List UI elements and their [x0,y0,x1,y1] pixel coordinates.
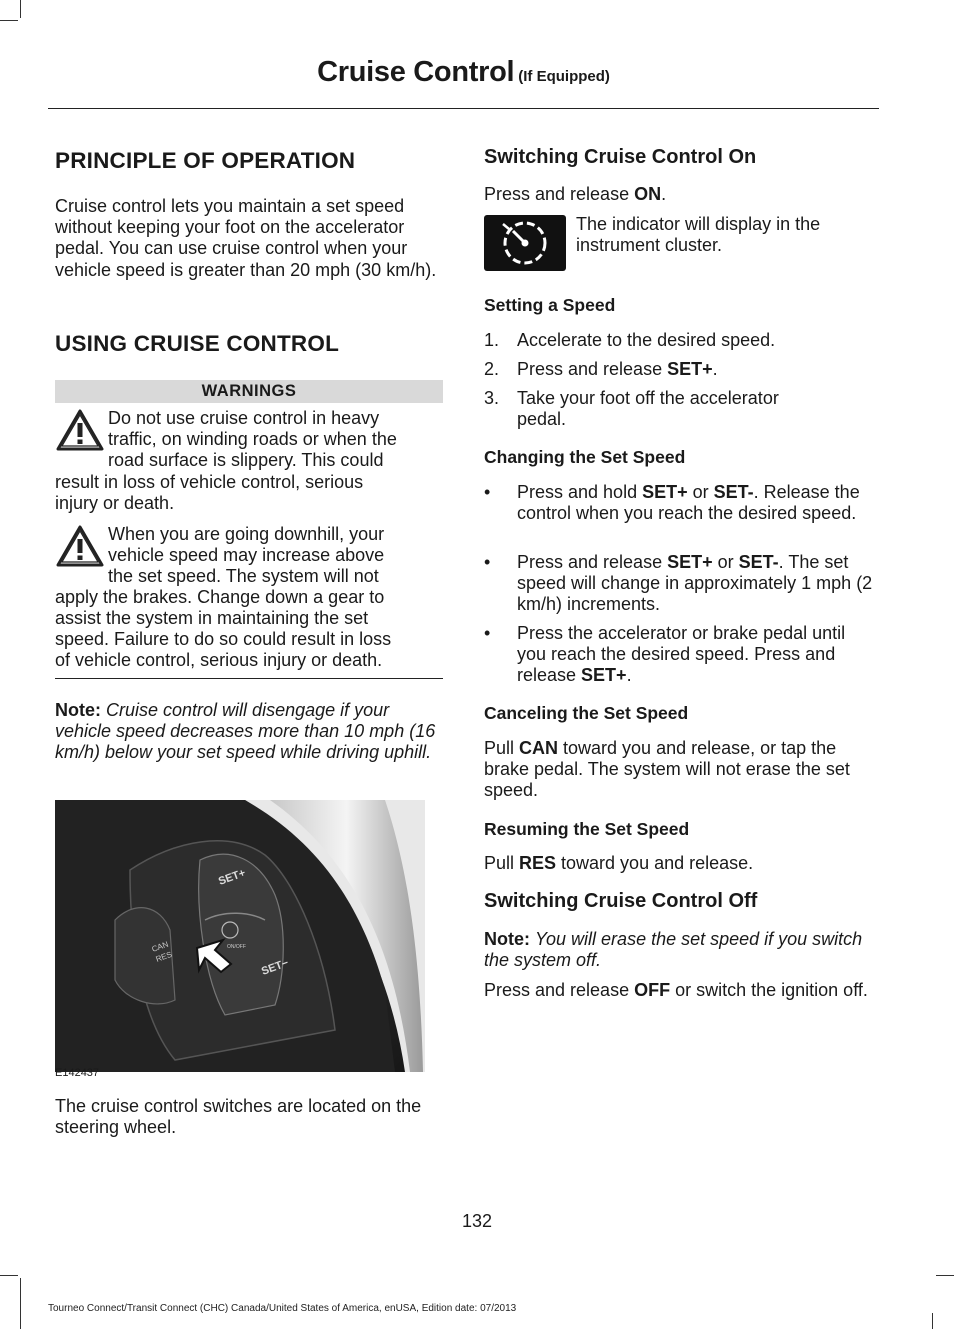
warning-1-line: injury or death. [55,493,175,513]
note-label: Note: [55,700,101,720]
warning-2-line: assist the system in maintaining the set [55,608,369,628]
list-item: • Press the accelerator or brake pedal until you reach the desired speed. Press and release SET+. [484,623,846,686]
resuming-text: Pull RES toward you and release. [484,853,754,873]
can-label: CAN [150,939,170,954]
warnings-bar: WARNINGS [55,380,443,403]
off-text: Press and release OFF or switch the ignition off. [484,980,868,1000]
canceling-heading: Canceling the Set Speed [484,703,689,723]
crop-mark [932,1313,933,1329]
bullet: • [484,552,491,572]
cruise-indicator-icon [484,215,566,271]
crop-mark [20,0,21,18]
warning-1-line: traffic, on winding roads or when the [108,429,397,449]
warnings-divider [55,678,443,679]
warning-1-line: road surface is slippery. This could [108,450,384,470]
page-title: Cruise Control [317,56,515,88]
crop-mark [936,1275,954,1276]
bullet: • [484,482,491,502]
list-text: Take your foot off the accelerator pedal. [517,388,779,430]
page-header [48,56,879,109]
footer-text: Tourneo Connect/Transit Connect (CHC) Canada/United States of America, enUSA, Edition date: 07/2013 [48,1303,517,1314]
cruise-switch-image [55,800,425,1072]
list-item: • Press and release SET+ or SET-. The set speed will change in approximately 1 mph (2 km/h) increments. [484,552,873,615]
list-item [484,388,876,430]
list-item: • Press and hold SET+ or SET-. Release the control when you reach the desired speed. [484,482,860,524]
bullet: • [484,623,491,643]
warning-2-line: of vehicle control, serious injury or death. [55,650,383,670]
note-paragraph [484,929,876,971]
note-paragraph [55,700,447,764]
canceling-text: Pull CAN toward you and release, or tap the brake pedal. The system will not erase the set speed. [484,738,850,801]
changing-heading: Changing the Set Speed [484,447,686,467]
indicator-text: The indicator will display in the instrument cluster. [576,214,821,256]
warning-1-line: result in loss of vehicle control, serious [55,472,364,492]
warning-icon [55,524,105,568]
warning-2-line: apply the brakes. Change down a gear to [55,587,385,607]
list-item [484,330,876,351]
list-text: Accelerate to the desired speed. [517,330,776,350]
on-label: ON [634,184,662,204]
warning-2-line: vehicle speed may increase above [108,545,385,565]
note-label: Note: [484,929,530,949]
press-on-text: Press and release ON. [484,184,667,204]
switch-on-heading: Switching Cruise Control On [484,146,757,168]
page-number: 132 [461,1211,493,1231]
list-text: Press and release [517,359,668,379]
image-code: E142437 [55,1067,100,1079]
page-subtitle: (If Equipped) [518,68,610,85]
list-item: 2. Press and release SET+. [484,359,718,379]
list-number: 1. [484,330,500,350]
crop-mark [0,1275,18,1276]
list-number: 2. [484,359,500,379]
set-plus-label: SET+ [216,867,248,888]
setting-heading: Setting a Speed [484,295,616,315]
warning-2-line: speed. Failure to do so could result in loss [55,629,392,649]
list-bold: SET+ [667,359,713,379]
press-release-text: Press and release [484,184,635,204]
note-text: Cruise control will disengage if your vehicle speed decreases more than 10 mph (16 km/h) below your set speed while driving uphill. [55,700,436,763]
res-label: RES [154,949,174,964]
list-number: 3. [484,388,500,408]
warning-2-line: the set speed. The system will not [108,566,379,586]
switches-text: The cruise control switches are located on the steering wheel. [55,1096,422,1138]
warning-2-line: When you are going downhill, your [108,524,385,544]
using-heading: USING CRUISE CONTROL [55,331,340,356]
crop-mark [20,1278,21,1329]
on-off-label: ON/OFF [227,944,246,950]
crop-mark [0,20,18,21]
resuming-heading: Resuming the Set Speed [484,819,690,839]
set-minus-label: SET− [259,957,291,978]
note-text: You will erase the set speed if you switch the system off. [484,929,863,971]
switch-off-heading: Switching Cruise Control Off [484,890,758,912]
principle-text: Cruise control lets you maintain a set speed without keeping your foot on the accelerator pedal. You can use cruise control when your vehicle speed is greater than 20 mph (30 km/h). [55,196,437,280]
warning-1-line: Do not use cruise control in heavy [108,408,380,428]
principle-heading: PRINCIPLE OF OPERATION [55,148,356,173]
warning-icon [55,408,105,452]
